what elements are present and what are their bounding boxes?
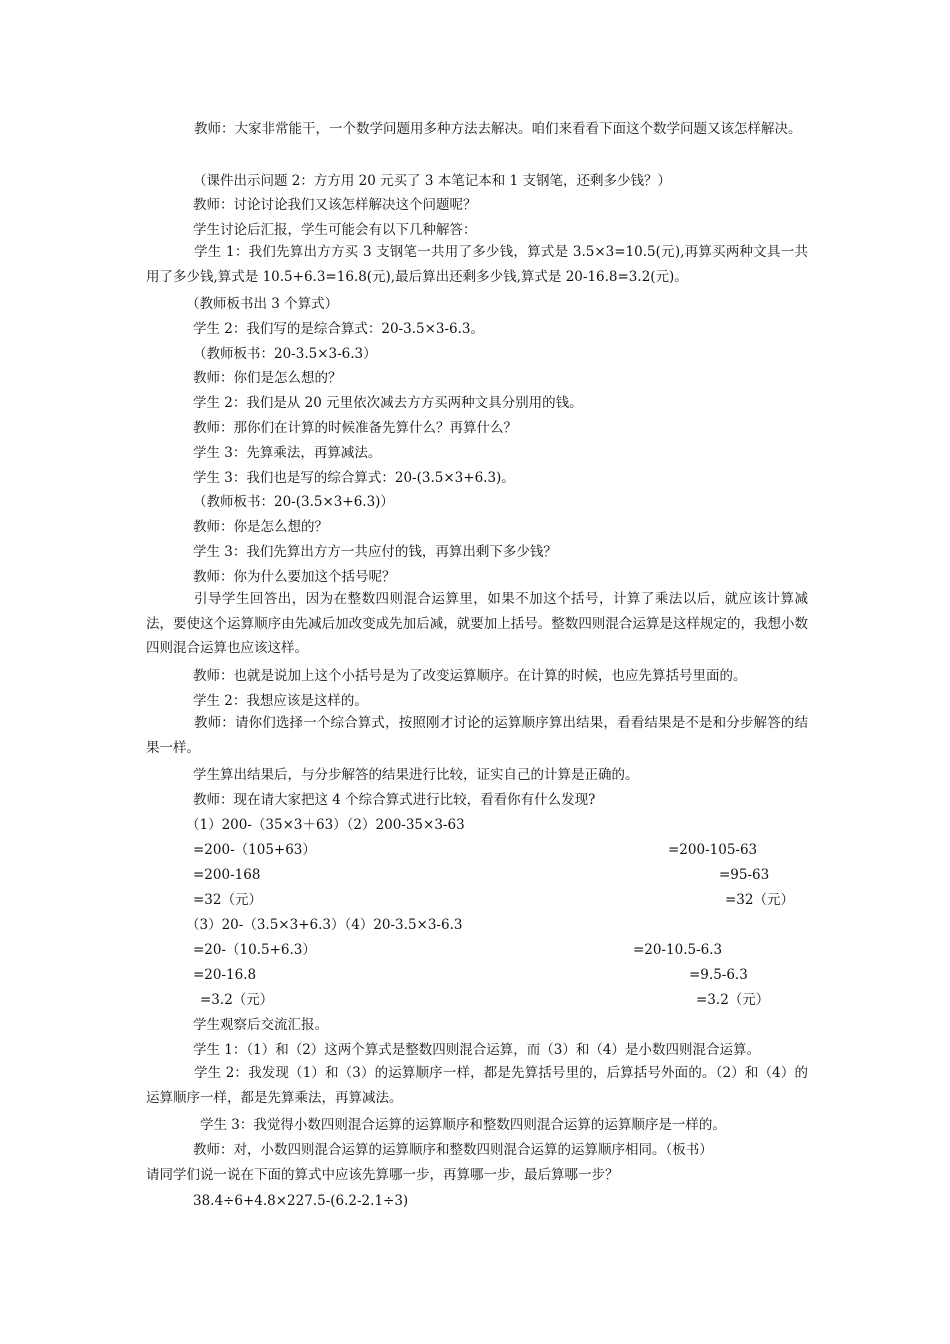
paragraph-teacher-intro: 教师：大家非常能干，一个数学问题用多种方法去解决。咱们来看看下面这个数学问题又该怎样解决。 (194, 121, 802, 137)
paragraph-board-3-formulas: （教师板书出 3 个算式） (186, 296, 339, 312)
paragraph-teacher-conclusion: 教师：对，小数四则混合运算的运算顺序和整数四则混合运算的运算顺序相同。（板书） (193, 1142, 713, 1158)
paragraph-students-observe: 学生观察后交流汇报。 (193, 1017, 328, 1033)
paragraph-student2-formula: 学生 2：我们写的是综合算式：20-3.5×3-6.3。 (193, 321, 485, 337)
paragraph-teacher-bracket: 教师：你为什么要加这个括号呢？ (193, 569, 396, 585)
paragraph-teacher-order: 教师：那你们在计算的时候准备先算什么？再算什么？ (193, 420, 517, 436)
paragraph-teacher-how: 教师：你们是怎么想的？ (193, 370, 342, 386)
paragraph-students-report: 学生讨论后汇报，学生可能会有以下几种解答： (193, 222, 477, 238)
equation-4-step-2: =9.5-6.3 (689, 967, 748, 983)
equation-header-3-4: （3）20-（3.5×3+6.3）（4）20-3.5×3-6.3 (186, 917, 463, 933)
paragraph-student2-finding: 学生 2：我发现（1）和（3）的运算顺序一样，都是先算括号里的，后算括号外面的。（2）和（4）的运算顺序一样，都是先算乘法，再算减法。 (146, 1065, 808, 1106)
paragraph-teacher-discuss: 教师：讨论讨论我们又该怎样解决这个问题呢？ (193, 197, 477, 213)
paragraph-teacher-how-2: 教师：你是怎么想的？ (193, 519, 328, 535)
paragraph-students-compare: 学生算出结果后，与分步解答的结果进行比较，证实自己的计算是正确的。 (193, 767, 639, 783)
equation-2-step-1: =200-105-63 (668, 842, 758, 858)
paragraph-exercise-prompt: 请同学们说一说在下面的算式中应该先算哪一步，再算哪一步，最后算哪一步？ (146, 1167, 619, 1183)
equation-1-step-1: =200-（105+63） (193, 842, 316, 858)
exercise-expression: 38.4÷6+4.8×227.5-(6.2-2.1÷3) (193, 1193, 409, 1209)
paragraph-guide-answer: 引导学生回答出，因为在整数四则混合运算里，如果不加这个括号，计算了乘法以后，就应该计算减法，要使这个运算顺序由先减后加改变成先加后减，就要加上括号。整数四则混合运算是这样规定的，我想小数四则混合运算也应该这样。 (146, 591, 808, 656)
equation-header-1-2: （1）200-（35×3＋63）（2）200-35×3-63 (186, 817, 465, 833)
equation-1-result: =32（元） (193, 892, 262, 908)
paragraph-board-formula-1: （教师板书：20-3.5×3-6.3） (193, 346, 377, 362)
equation-2-result: =32（元） (725, 892, 794, 908)
equation-2-step-2: =95-63 (719, 867, 770, 883)
paragraph-student1-finding: 学生 1：（1）和（2）这两个算式是整数四则混合运算，而（3）和（4）是小数四则混合运算。 (193, 1042, 760, 1058)
paragraph-student3-order: 学生 3：先算乘法，再算减法。 (193, 445, 382, 461)
paragraph-student3-formula: 学生 3：我们也是写的综合算式：20-(3.5×3+6.3)。 (193, 470, 515, 486)
paragraph-student3-explain: 学生 3：我们先算出方方一共应付的钱，再算出剩下多少钱？ (193, 544, 557, 560)
paragraph-board-formula-2: （教师板书：20-(3.5×3+6.3)） (193, 494, 394, 510)
paragraph-teacher-bracket-order: 教师：也就是说加上这个小括号是为了改变运算顺序。在计算的时候，也应先算括号里面的。 (193, 668, 747, 684)
paragraph-teacher-choose: 教师：请你们选择一个综合算式，按照刚才讨论的运算顺序算出结果，看看结果是不是和分步解答的结果一样。 (146, 715, 808, 756)
equation-1-step-2: =200-168 (193, 867, 261, 883)
paragraph-student1-steps: 学生 1：我们先算出方方买 3 支钢笔一共用了多少钱，算式是 3.5×3=10.5(元),再算买两种文具一共用了多少钱,算式是 10.5+6.3=16.8(元),最后算出还剩多少钱,算式是 20-16.8=3.2(元)。 (146, 244, 808, 285)
equation-3-step-2: =20-16.8 (193, 967, 257, 983)
equation-4-step-1: =20-10.5-6.3 (633, 942, 723, 958)
paragraph-student3-finding: 学生 3：我觉得小数四则混合运算的运算顺序和整数四则混合运算的运算顺序是一样的。 (200, 1117, 726, 1133)
paragraph-problem-2: （课件出示问题 2：方方用 20 元买了 3 本笔记本和 1 支钢笔，还剩多少钱？） (193, 173, 671, 189)
paragraph-student2-agree: 学生 2：我想应该是这样的。 (193, 693, 368, 709)
equation-4-result: =3.2（元） (696, 992, 770, 1008)
paragraph-teacher-compare-4: 教师：现在请大家把这 4 个综合算式进行比较，看看你有什么发现? (193, 792, 596, 808)
equation-3-result: =3.2（元） (200, 992, 274, 1008)
paragraph-student2-explain: 学生 2：我们是从 20 元里依次减去方方买两种文具分别用的钱。 (193, 395, 583, 411)
equation-3-step-1: =20-（10.5+6.3） (193, 942, 316, 958)
